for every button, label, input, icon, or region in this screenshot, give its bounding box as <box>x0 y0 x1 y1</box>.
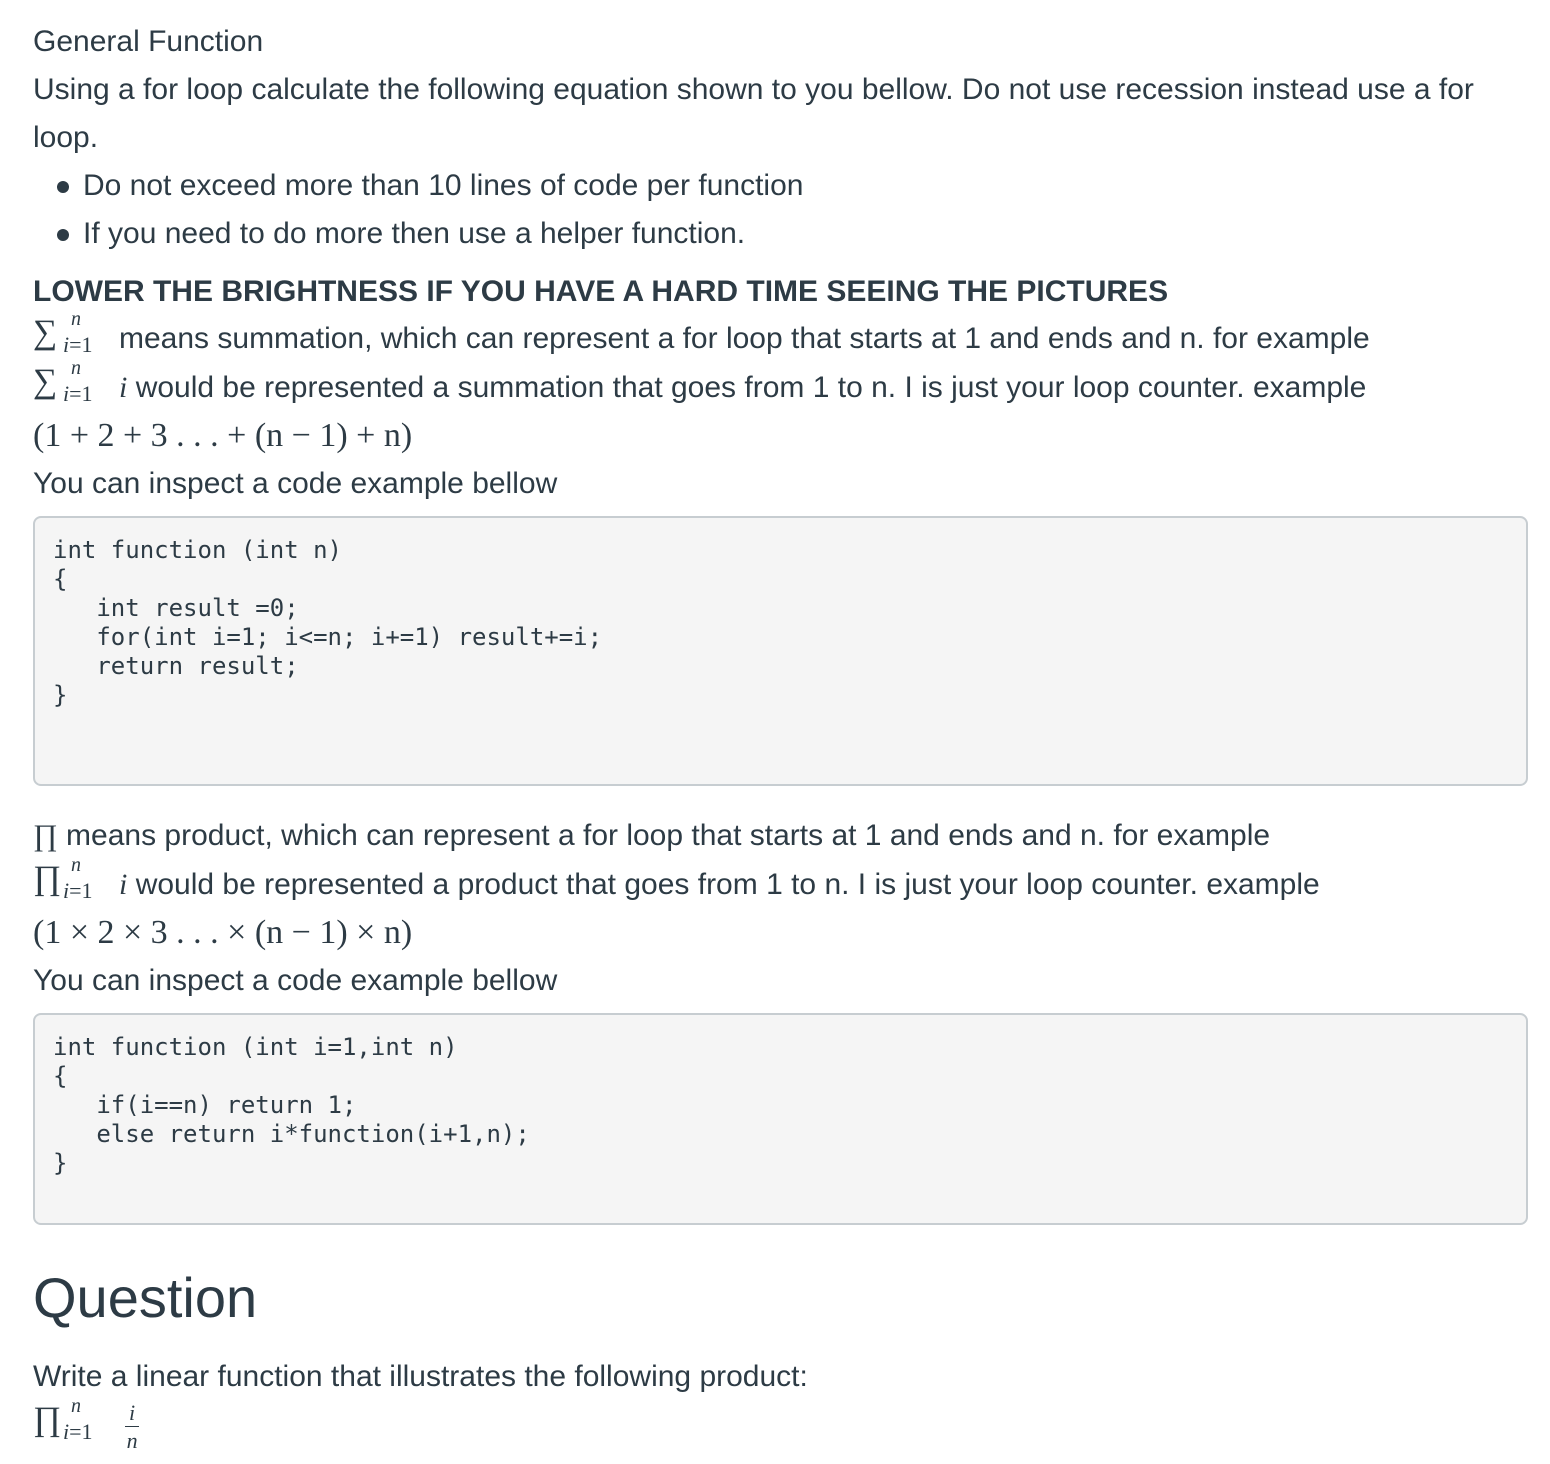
summation-line-1 <box>33 308 1528 363</box>
summation-symbol: ∑ n i=1 <box>33 357 93 406</box>
product-inspect-label: You can inspect a code example bellow <box>33 964 558 997</box>
question-text: Write a linear function that illustrates the following product: <box>33 1360 808 1393</box>
summation-explanation: would be represented a summation that goes from 1 to n. I is just your loop counter. example <box>135 371 1367 404</box>
fraction <box>125 1402 139 1452</box>
product-code-block: int function (int i=1,int n) { if(i==n) return 1; else return i*function(i+1,n); } <box>33 1013 1528 1225</box>
brightness-warning: LOWER THE BRIGHTNESS IF YOU HAVE A HARD TIME SEEING THE PICTURES <box>33 275 1169 308</box>
product-description: means product, which can represent a for loop that starts at 1 and ends and n. for example <box>66 819 1271 852</box>
product-line-2 <box>33 854 1528 909</box>
product-symbol: ∏ <box>33 819 58 852</box>
rule-item: If you need to do more then use a helper function. <box>33 210 1528 258</box>
summation-term: i <box>119 371 128 404</box>
document <box>33 18 1528 1452</box>
product-symbol: ∏ n i=1 <box>33 1395 93 1444</box>
summation-code-block: int function (int n) { int result =0; for(int i=1; i<=n; i+=1) result+=i; return result; } <box>33 516 1528 786</box>
summation-description: means summation, which can represent a for loop that starts at 1 and ends and n. for example <box>119 322 1370 355</box>
question-formula <box>33 1395 1528 1454</box>
rules-list <box>33 162 1528 258</box>
question-title: Question <box>33 1266 258 1329</box>
product-term: i <box>119 868 128 901</box>
product-expression: (1 × 2 × 3 . . . × (n − 1) × n) <box>33 914 413 951</box>
summation-inspect-label: You can inspect a code example bellow <box>33 467 558 500</box>
fraction-denominator: n <box>126 1428 138 1454</box>
summation-line-2 <box>33 357 1528 412</box>
product-symbol: ∏ n i=1 <box>33 854 93 903</box>
product-explanation: would be represented a product that goes from 1 to n. I is just your loop counter. example <box>135 868 1320 901</box>
fraction-numerator: i <box>125 1402 139 1427</box>
heading: General Function <box>33 25 264 58</box>
rule-item: Do not exceed more than 10 lines of code per function <box>33 162 1528 210</box>
summation-expression: (1 + 2 + 3 . . . + (n − 1) + n) <box>33 417 413 454</box>
product-line-1 <box>33 812 1528 860</box>
intro-text: Using a for loop calculate the following equation shown to you bellow. Do not use recession instead use a for loop. <box>33 73 1474 154</box>
summation-symbol: ∑ n i=1 <box>33 308 93 357</box>
